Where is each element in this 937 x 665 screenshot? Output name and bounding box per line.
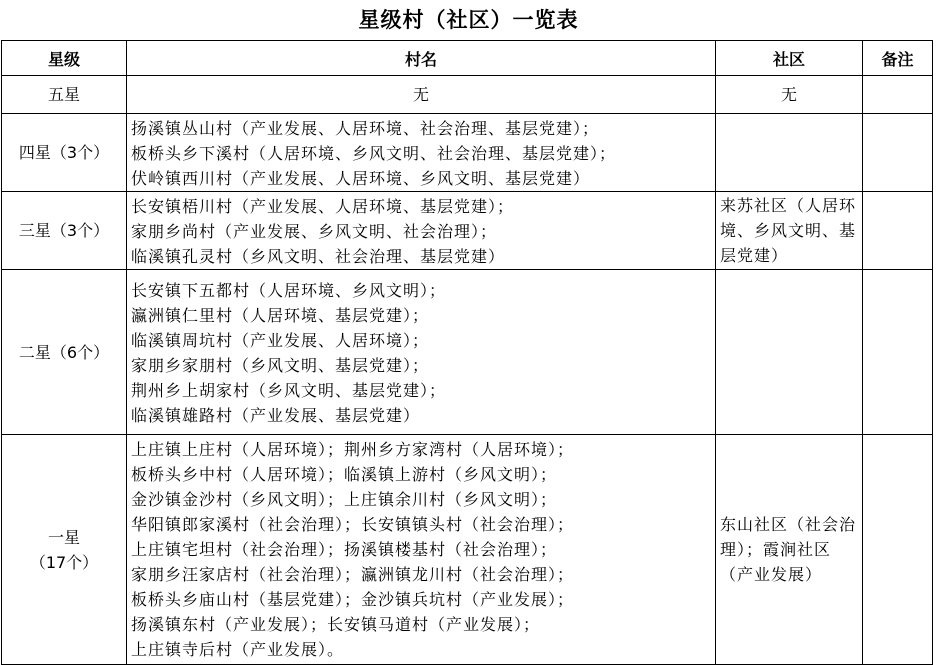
header-level: 星级 — [2, 41, 127, 76]
community-cell — [716, 270, 863, 435]
village-cell — [127, 435, 716, 665]
village-line: 上庄镇上庄村（人居环境）；荆州乡方家湾村（人居环境）； — [131, 440, 575, 459]
village-line: 上庄镇寺后村（产业发展）。 — [131, 640, 345, 659]
page-title: 星级村（社区）一览表 — [358, 8, 579, 32]
level-cell: 五星 — [2, 76, 127, 114]
table-row — [2, 76, 933, 114]
village-line: 板桥头乡庙山村（基层党建）；金沙镇兵坑村（产业发展）； — [131, 590, 575, 609]
remark-cell — [863, 192, 933, 270]
village-line: 上庄镇宅坦村（社会治理）；扬溪镇楼基村（社会治理）； — [131, 540, 558, 559]
header-village: 村名 — [127, 41, 716, 76]
remark-cell — [863, 114, 933, 192]
remark-cell — [863, 270, 933, 435]
village-line: 扬溪镇丛山村（产业发展、人居环境、社会治理、基层党建）； — [131, 119, 600, 138]
village-line: 临溪镇周坑村（产业发展、人居环境）； — [131, 331, 430, 350]
village-cell — [127, 114, 716, 192]
level-cell: 三星（3个） — [2, 192, 127, 270]
table-row — [2, 192, 933, 270]
village-line: 长安镇下五都村（人居环境、乡风文明）； — [131, 281, 447, 300]
remark-cell — [863, 435, 933, 665]
community-cell: 无 — [716, 76, 863, 114]
village-cell — [127, 192, 716, 270]
level-cell: 四星（3个） — [2, 114, 127, 192]
header-remark: 备注 — [863, 41, 933, 76]
level-cell: 二星（6个） — [2, 270, 127, 435]
village-cell — [127, 270, 716, 435]
village-line: 临溪镇孔灵村（乡风文明、社会治理、基层党建） — [131, 247, 506, 266]
table-row — [2, 435, 933, 665]
remark-cell — [863, 76, 933, 114]
level-label: 一星 — [47, 527, 80, 547]
level-cell — [2, 435, 127, 665]
village-cell: 无 — [127, 76, 716, 114]
village-line: 家朋乡尚村（产业发展、乡风文明、社会治理）； — [131, 222, 498, 241]
village-line: 板桥头乡中村（人居环境）；临溪镇上游村（乡风文明）； — [131, 465, 558, 484]
village-line: 板桥头乡下溪村（人居环境、乡风文明、社会治理、基层党建）； — [131, 144, 617, 163]
table-row — [2, 114, 933, 192]
header-community: 社区 — [716, 41, 863, 76]
village-line: 长安镇梧川村（产业发展、人居环境、基层党建）； — [131, 197, 515, 216]
village-line: 荆州乡上胡家村（乡风文明、基层党建）； — [131, 381, 447, 400]
village-line: 金沙镇金沙村（乡风文明）；上庄镇余川村（乡风文明）； — [131, 490, 558, 509]
table-row — [2, 270, 933, 435]
village-line: 华阳镇郎家溪村（社会治理）；长安镇镇头村（社会治理）； — [131, 515, 575, 534]
village-line: 临溪镇雄路村（产业发展、基层党建） — [131, 406, 421, 425]
village-line: 伏岭镇西川村（产业发展、人居环境、乡风文明、基层党建） — [131, 169, 591, 188]
header-row — [2, 41, 933, 76]
village-line: 家朋乡家朋村（乡风文明、基层党建）； — [131, 356, 430, 375]
community-cell: 东山社区（社会治理）；霞涧社区（产业发展） — [716, 435, 863, 665]
village-line: 家朋乡汪家店村（社会治理）；瀛洲镇龙川村（社会治理）； — [131, 565, 575, 584]
star-village-table — [1, 40, 933, 665]
level-count: （17个） — [29, 552, 99, 572]
community-cell — [716, 114, 863, 192]
village-line: 瀛洲镇仁里村（人居环境、基层党建）； — [131, 306, 430, 325]
village-line: 扬溪镇东村（产业发展）；长安镇马道村（产业发展）； — [131, 615, 541, 634]
community-cell: 来苏社区（人居环境、乡风文明、基层党建） — [716, 192, 863, 270]
